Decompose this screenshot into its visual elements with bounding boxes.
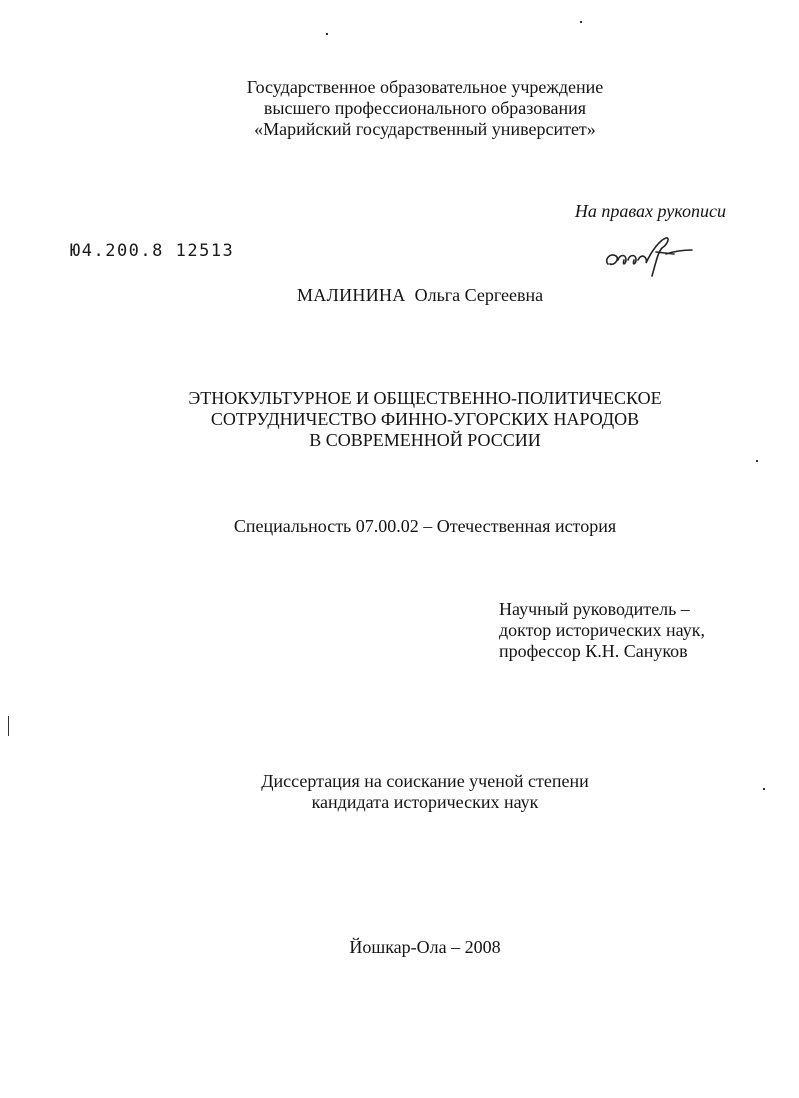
signature-icon xyxy=(600,230,695,288)
scan-speck xyxy=(580,21,582,23)
scan-speck xyxy=(763,788,765,790)
author-given-names: Ольга Сергеевна xyxy=(414,285,544,305)
institution-line: «Марийский государственный университет» xyxy=(254,119,596,139)
institution-header xyxy=(120,77,730,140)
scan-mark xyxy=(8,716,9,736)
scan-speck xyxy=(756,460,758,462)
dissertation-title xyxy=(120,388,730,451)
advisor-line: профессор К.Н. Сануков xyxy=(499,641,688,661)
manuscript-note: На правах рукописи xyxy=(574,201,726,221)
author-surname: МАЛИНИНА xyxy=(297,285,406,305)
title-line: ЭТНОКУЛЬТУРНОЕ И ОБЩЕСТВЕННО-ПОЛИТИЧЕСКОЕ xyxy=(188,388,662,408)
title-line: В СОВРЕМЕННОЙ РОССИИ xyxy=(309,430,541,450)
scan-speck xyxy=(326,33,328,35)
institution-line: Государственное образовательное учреждение xyxy=(246,77,604,97)
author-name xyxy=(297,285,543,306)
degree-line: кандидата исторических наук xyxy=(311,792,539,812)
advisor-line: Научный руководитель – xyxy=(499,599,690,619)
scientific-advisor xyxy=(499,599,705,662)
city-year: Йошкар-Ола – 2008 xyxy=(349,937,501,957)
specialty: Специальность 07.00.02 – Отечественная история xyxy=(233,516,617,536)
institution-line: высшего профессионального образования xyxy=(263,98,587,118)
title-line: СОТРУДНИЧЕСТВО ФИННО-УГОРСКИХ НАРОДОВ xyxy=(210,409,640,429)
archive-stamp: Ю4.200.8 12513 xyxy=(70,241,235,261)
degree-line: Диссертация на соискание ученой степени xyxy=(261,771,589,791)
advisor-line: доктор исторических наук, xyxy=(499,620,705,640)
dissertation-degree xyxy=(120,771,730,813)
